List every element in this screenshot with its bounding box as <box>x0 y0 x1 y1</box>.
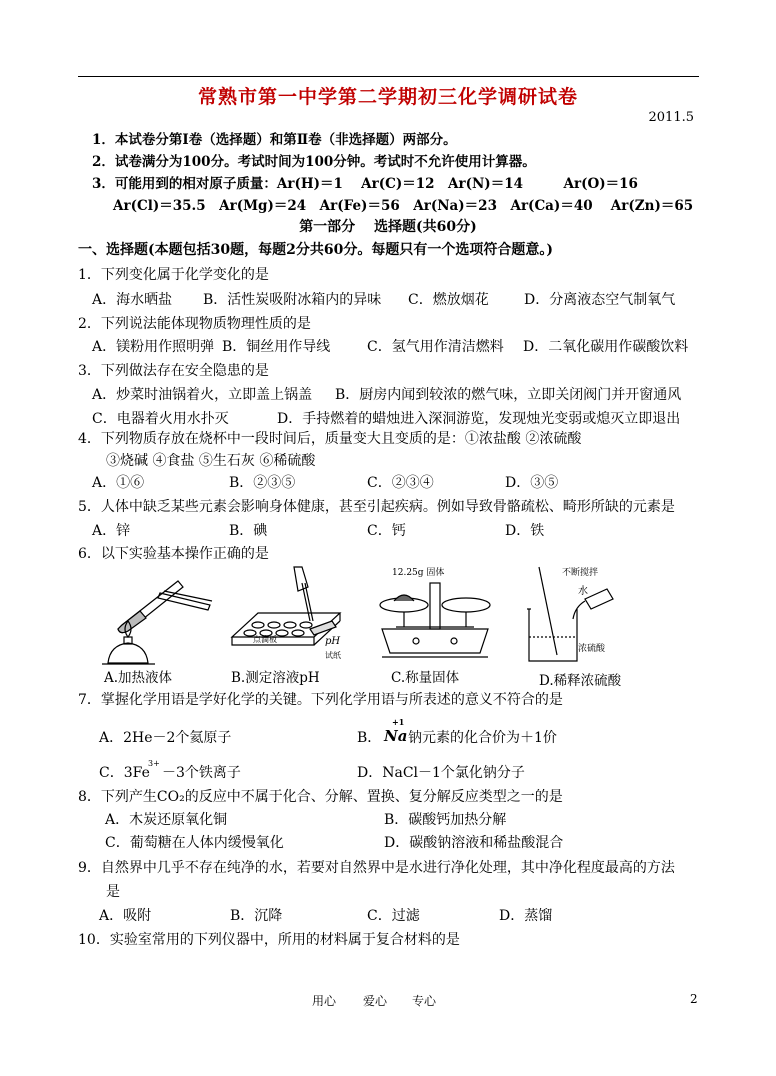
question-3-option-a: A．炒菜时油锅着火，立即盖上锅盖 <box>92 387 313 403</box>
exam-date: 2011.5 <box>648 110 694 125</box>
question-2-option-a: A．镁粉用作照明弹 <box>92 339 215 355</box>
iron-charge: 3+ <box>148 759 160 768</box>
question-8-stem: 8．下列产生CO₂的反应中不属于化合、分解、置换、复分解反应类型之一的是 <box>78 789 563 805</box>
question-3-option-c: C．电器着火用水扑灭 <box>92 411 229 427</box>
question-4-stem: 4．下列物质存放在烧杯中一段时间后，质量变大且变质的是：①浓盐酸 ②浓硫酸 <box>78 431 582 447</box>
question-7-option-c: C．3Fe <box>99 765 150 781</box>
question-3-option-d: D．手持燃着的蜡烛进入深洞游览，发现烛光变弱或熄灭立即退出 <box>277 411 681 427</box>
question-8-option-a: A．木炭还原氧化铜 <box>105 812 228 828</box>
sodium-symbol: Na <box>384 727 408 745</box>
header-rule <box>78 76 699 77</box>
question-4-option-d: D．③⑤ <box>505 475 559 491</box>
note-3: 3．可能用到的相对原子质量：Ar(H)＝1 Ar(C)＝12 Ar(N)＝14 Ar(O)＝16 <box>92 176 638 192</box>
figure-caption-b: B.测定溶液pH <box>231 670 320 686</box>
balance-mass-label: 12.25g 固体 <box>392 568 445 578</box>
question-4-stem-line2: ③烧碱 ④食盐 ⑤生石灰 ⑥稀硫酸 <box>106 453 316 469</box>
figure-caption-d: D.稀释浓硫酸 <box>539 673 622 689</box>
question-9-option-c: C．过滤 <box>367 908 420 924</box>
question-7-option-b: B． <box>357 730 382 746</box>
question-3-stem: 3．下列做法存在安全隐患的是 <box>78 363 269 379</box>
question-10-stem: 10．实验室常用的下列仪器中，所用的材料属于复合材料的是 <box>78 932 460 948</box>
drip-plate-label: 点滴板 <box>253 635 277 644</box>
question-6-stem: 6．以下实验基本操作正确的是 <box>78 546 269 562</box>
question-1-stem: 1．下列变化属于化学变化的是 <box>78 267 269 283</box>
question-2-option-c: C．氢气用作清洁燃料 <box>367 339 504 355</box>
section-title: 一、选择题(本题包括30题，每题2分共60分。每题只有一个选项符合题意。) <box>78 242 553 258</box>
question-1-option-b: B．活性炭吸附冰箱内的异味 <box>203 292 382 308</box>
part-title: 第一部分 选择题(共60分) <box>299 219 477 235</box>
stir-label: 不断搅拌 <box>562 568 599 578</box>
question-7-option-c-text: －3个铁离子 <box>162 765 241 781</box>
acid-label: 浓硫酸 <box>578 644 606 654</box>
question-8-option-d: D．碳酸钠溶液和稀盐酸混合 <box>384 835 564 851</box>
question-8-option-c: C．葡萄糖在人体内缓慢氧化 <box>105 835 284 851</box>
question-9-option-a: A．吸附 <box>99 908 152 924</box>
footer-motto-3: 专心 <box>412 994 437 1008</box>
question-2-stem: 2．下列说法能体现物质物理性质的是 <box>78 316 311 332</box>
question-9-option-d: D．蒸馏 <box>499 908 553 924</box>
question-1-option-c: C．燃放烟花 <box>408 292 489 308</box>
water-label: 水 <box>578 586 588 597</box>
sodium-valence: +1 <box>392 717 405 727</box>
question-9-option-b: B．沉降 <box>230 908 283 924</box>
question-8-option-b: B．碳酸钙加热分解 <box>384 812 507 828</box>
question-7-option-a: A．2He－2个氦原子 <box>99 730 232 746</box>
balance-figure <box>376 575 494 667</box>
note-1: 1．本试卷分第Ⅰ卷（选择题）和第Ⅱ卷（非选择题）两部分。 <box>92 132 457 148</box>
figure-caption-a: A.加热液体 <box>104 670 173 686</box>
test-paper-label: 试纸 <box>325 651 341 660</box>
question-5-option-c: C．钙 <box>367 523 406 539</box>
heating-liquid-figure <box>100 563 220 667</box>
page-title: 常熟市第一中学第二学期初三化学调研试卷 <box>197 86 578 108</box>
question-5-option-a: A．锌 <box>92 523 131 539</box>
question-5-option-b: B．碘 <box>229 523 268 539</box>
question-2-option-b: B．铜丝用作导线 <box>222 339 331 355</box>
question-4-option-b: B．②③⑤ <box>229 475 296 491</box>
ph-label: pH <box>325 636 341 647</box>
question-2-option-d: D．二氧化碳用作碳酸饮料 <box>523 339 689 355</box>
question-9-stem-line2: 是 <box>106 884 120 900</box>
question-4-option-c: C．②③④ <box>367 475 434 491</box>
question-9-stem: 9．自然界中几乎不存在纯净的水，若要对自然界中是水进行净化处理，其中净化程度最高的方法 <box>78 860 675 876</box>
question-5-stem: 5．人体中缺乏某些元素会影响身体健康，甚至引起疾病。例如导致骨骼疏松、畸形所缺的元素是 <box>78 499 675 515</box>
diluting-acid-figure <box>515 563 621 667</box>
note-4: Ar(Cl)＝35.5 Ar(Mg)＝24 Ar(Fe)＝56 Ar(Na)＝23 Ar(Ca)＝40 Ar(Zn)＝65 <box>113 198 694 214</box>
question-1-option-a: A．海水晒盐 <box>92 292 173 308</box>
page-number: 2 <box>690 992 698 1006</box>
question-7-option-b-text: 钠元素的化合价为＋1价 <box>408 730 557 746</box>
footer-motto-2: 爱心 <box>363 994 388 1008</box>
question-3-option-b: B．厨房内闻到较浓的燃气味，立即关闭阀门并开窗通风 <box>335 387 682 403</box>
question-5-option-d: D．铁 <box>505 523 545 539</box>
note-2: 2．试卷满分为100分。考试时间为100分钟。考试时不允许使用计算器。 <box>92 154 536 170</box>
question-7-stem: 7．掌握化学用语是学好化学的关键。下列化学用语与所表述的意义不符合的是 <box>78 692 563 708</box>
figure-caption-c: C.称量固体 <box>391 670 460 686</box>
question-1-option-d: D．分离液态空气制氧气 <box>524 292 676 308</box>
footer-motto-1: 用心 <box>312 994 337 1008</box>
question-4-option-a: A．①⑥ <box>92 475 145 491</box>
question-7-option-d: D．NaCl－1个氯化钠分子 <box>357 765 525 781</box>
